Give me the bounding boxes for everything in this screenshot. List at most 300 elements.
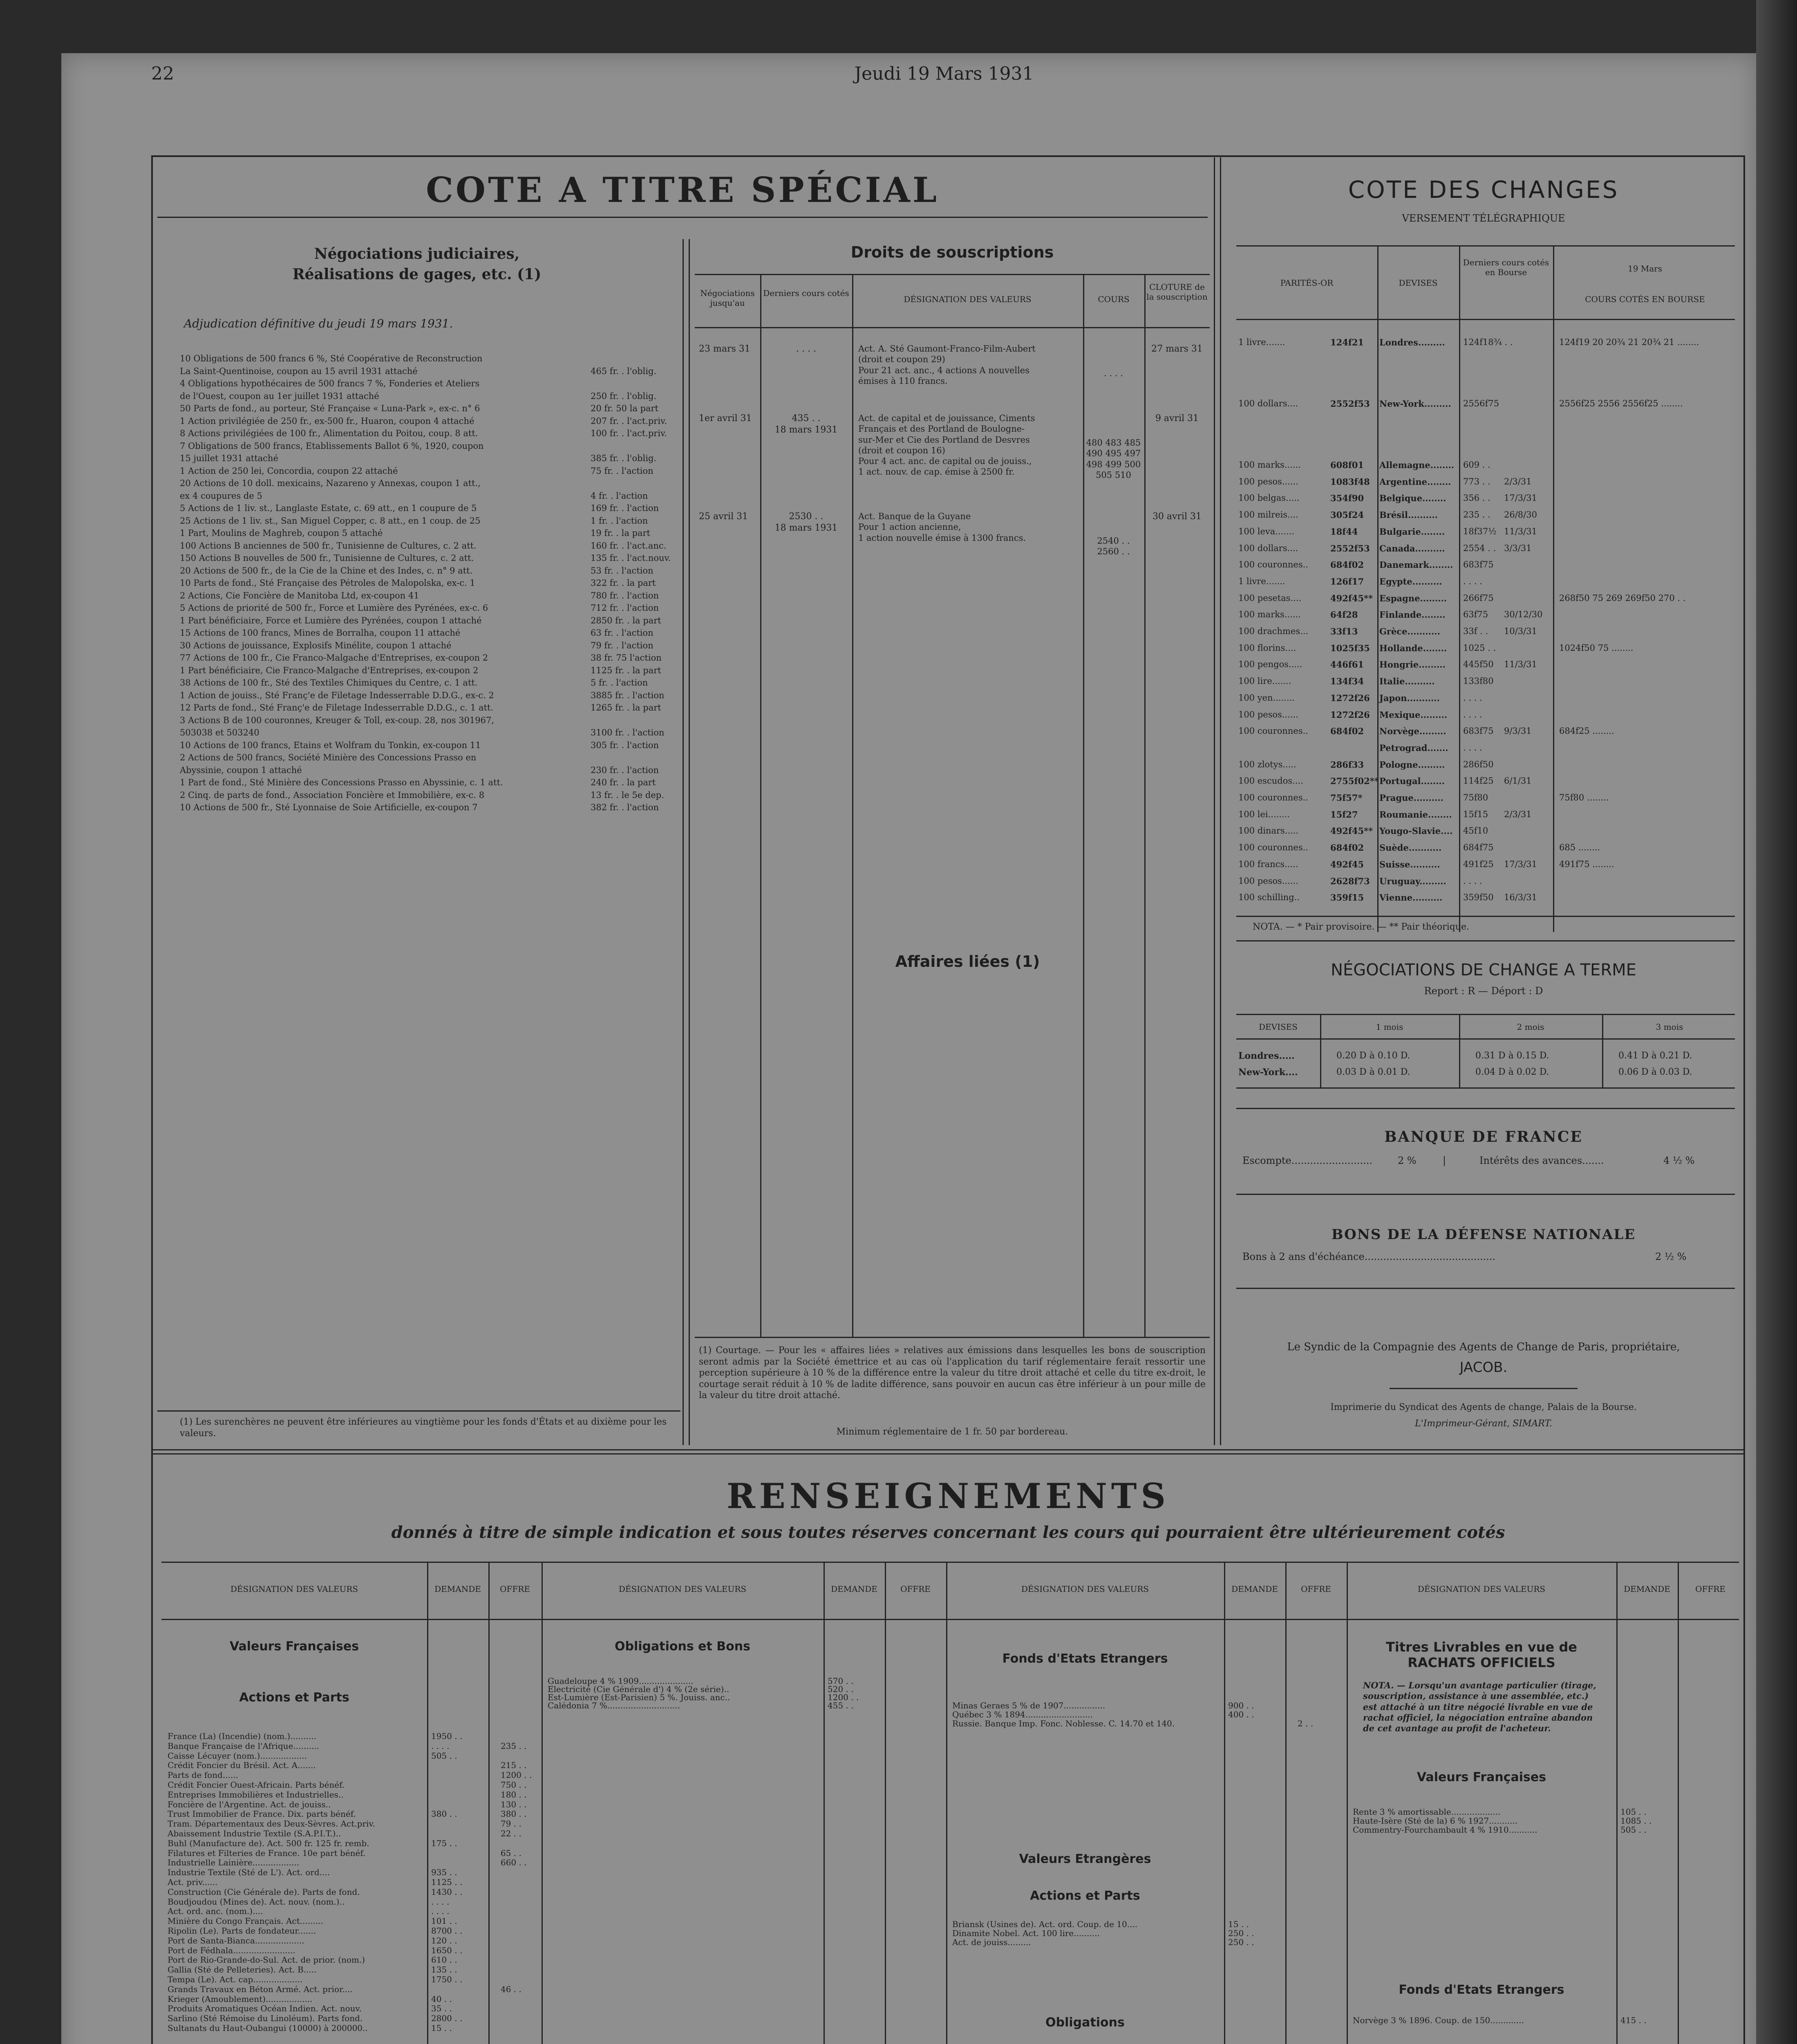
- rens-name: Entreprises Immobilières et Industrielles..: [168, 1789, 344, 1800]
- rens-name: Minas Geraes 5 % de 1907................: [952, 1701, 1106, 1710]
- droits-date: 23 mars 31: [699, 344, 750, 354]
- parite-value: 33f13: [1330, 626, 1358, 637]
- rens-demande: 120 . .: [431, 1935, 457, 1945]
- dernier-cours: 445f50: [1463, 659, 1494, 670]
- lot-description: 503038 et 503240: [180, 728, 260, 737]
- rens-name: Buhl (Manufacture de). Act. 500 fr. 125 fr. remb.: [168, 1838, 369, 1848]
- lot-description: 1 Part de fond., Sté Minière des Concessions Prasso en Abyssinie, c. 1 att.: [180, 778, 503, 787]
- parite-value: 134f34: [1330, 676, 1364, 687]
- avances-label: Intérêts des avances.......: [1479, 1155, 1604, 1166]
- terme-head-rule: [1236, 1038, 1735, 1040]
- dernier-date: 30/12/30: [1504, 610, 1543, 620]
- rens-demande: 505 . .: [1620, 1825, 1647, 1835]
- terme-2mois: 0.31 D à 0.15 D.: [1475, 1051, 1549, 1061]
- devise-name: Suisse..........: [1379, 859, 1440, 870]
- rens-name: Calédonia 7 %............................: [548, 1701, 680, 1710]
- changes-head-derniers: Derniers cours cotés en Bourse: [1463, 258, 1549, 277]
- page-number: 22: [151, 63, 174, 84]
- rens-demande: 15 . .: [431, 2023, 452, 2033]
- lot-price: 1125 fr. . la part: [591, 665, 661, 675]
- lot-price: 169 fr. . l'action: [591, 503, 659, 513]
- parite-unit: 100 dollars....: [1238, 399, 1298, 408]
- changes-col-3: [1553, 245, 1554, 932]
- rens-demande: 105 . .: [1620, 1807, 1647, 1817]
- lot-price: 63 fr. . l'action: [591, 628, 653, 638]
- rens-section-title: Fonds d'Etats Etrangers: [1399, 1983, 1564, 1997]
- rens-name: Trust Immobilier de France. Dix. parts bénéf.: [168, 1809, 356, 1819]
- terme-1mois: 0.03 D à 0.01 D.: [1336, 1067, 1410, 1077]
- changes-col-1: [1377, 245, 1379, 932]
- dernier-date: 3/3/31: [1504, 543, 1532, 553]
- parite-unit: 100 marks......: [1238, 460, 1301, 470]
- rens-demande: 1750 . .: [431, 1975, 463, 1984]
- rens-name: Abaissement Industrie Textile (S.A.P.I.T.)..: [168, 1829, 341, 1838]
- dernier-date: 26/8/30: [1504, 510, 1537, 520]
- rens-col-divider: [824, 1562, 825, 2044]
- rens-offre: 1200 . .: [501, 1770, 532, 1780]
- dernier-date: 6/1/31: [1504, 776, 1532, 786]
- gerant-line: L'Imprimeur-Gérant, SIMART.: [1415, 1419, 1552, 1429]
- rens-demande: 570 . .: [828, 1676, 854, 1686]
- rens-demande: 900 . .: [1228, 1701, 1254, 1710]
- lot-description: ex 4 coupures de 5: [180, 491, 262, 501]
- parite-value: 492f45**: [1330, 826, 1373, 836]
- rens-demande: 1950 . .: [431, 1731, 463, 1741]
- lot-price: 100 fr. . l'act.priv.: [591, 428, 667, 438]
- rens-name: Dinamite Nobel. Act. 100 lire..........: [952, 1928, 1100, 1938]
- cours-cotes: 75f80 ........: [1559, 793, 1609, 802]
- adjudication-line: Adjudication définitive du jeudi 19 mars 1931.: [184, 317, 453, 330]
- rens-name: Industrie Textile (Sté de L'). Act. ord....: [168, 1867, 330, 1878]
- dernier-date: 10/3/31: [1504, 626, 1537, 636]
- rens-col-divider: [1616, 1562, 1618, 2044]
- parite-value: 684f02: [1330, 843, 1364, 853]
- devise-name: Norvège.........: [1379, 726, 1446, 737]
- rens-demande: 101 . .: [431, 1916, 457, 1926]
- droits-last: 2530 . . 18 mars 1931: [774, 511, 838, 533]
- rens-name: Filatures et Filteries de France. 10e part bénéf.: [168, 1848, 366, 1858]
- parite-unit: 100 pesetas....: [1238, 593, 1302, 603]
- rens-col-divider: [1347, 1562, 1348, 2044]
- droits-cours: 480 483 485 490 495 497 498 499 500 505 510: [1086, 438, 1141, 480]
- parite-value: 126f17: [1330, 576, 1364, 587]
- divider-horizontal-2: [152, 1453, 1744, 1455]
- rens-name: Act. priv......: [168, 1877, 218, 1887]
- cours-cotes: 124f19 20 20¾ 21 20¾ 21 ........: [1559, 337, 1699, 347]
- rens-name: Act. de jouiss.........: [952, 1937, 1031, 1947]
- rens-head-offre: OFFRE: [1695, 1584, 1725, 1594]
- parite-value: 1083f48: [1330, 476, 1370, 487]
- dernier-cours: 684f75: [1463, 843, 1494, 853]
- rens-name: Sarlino (Sté Rémoise du Linoléum). Parts fond.: [168, 2013, 363, 2024]
- droits-col-2: [852, 274, 853, 1337]
- rens-name: Act. ord. anc. (nom.)....: [168, 1906, 263, 1916]
- cours-cotes: 685 ........: [1559, 843, 1600, 853]
- parite-value: 608f01: [1330, 460, 1364, 470]
- rens-name: Banque Française de l'Afrique..........: [168, 1741, 320, 1751]
- devise-name: Danemark........: [1379, 560, 1453, 570]
- devise-name: Roumanie........: [1379, 809, 1452, 820]
- rens-demande: 935 . .: [431, 1867, 457, 1878]
- dernier-date: 17/3/31: [1504, 493, 1537, 503]
- rens-col-divider: [488, 1562, 490, 2044]
- dernier-date: 2/3/31: [1504, 476, 1532, 486]
- dernier-cours: 266f75: [1463, 593, 1494, 603]
- lot-description: 10 Parts de fond., Sté Française des Pétroles de Malopolska, ex-c. 1: [180, 578, 475, 588]
- rens-section-title: Valeurs Etrangères: [1019, 1852, 1151, 1866]
- rens-col-divider: [885, 1562, 886, 2044]
- parite-unit: 100 zlotys.....: [1238, 759, 1296, 769]
- parite-unit: 100 couronnes..: [1238, 726, 1308, 736]
- lot-price: 322 fr. . la part: [591, 578, 656, 588]
- cote-changes-title: COTE DES CHANGES: [1348, 176, 1619, 204]
- affaires-liees-title: Affaires liées (1): [895, 953, 1040, 970]
- droits-date: 1er avril 31: [699, 413, 752, 424]
- dernier-date: 11/3/31: [1504, 659, 1537, 670]
- cours-cotes: 491f75 ........: [1559, 859, 1614, 869]
- dernier-cours: 1025 . .: [1463, 643, 1496, 653]
- droits-last: 435 . . 18 mars 1931: [774, 413, 838, 435]
- rens-name: Sultanats du Haut-Oubangui (10000) à 200000..: [168, 2023, 368, 2033]
- droits-head-last: Derniers cours cotés: [763, 288, 849, 298]
- rens-demande: 610 . .: [431, 1955, 457, 1965]
- droits-head-date: Négociations jusqu'au: [700, 288, 755, 308]
- rens-demande: 175 . .: [431, 1838, 457, 1848]
- droits-designation-line: Pour 1 action ancienne,: [858, 522, 961, 532]
- lot-price: 250 fr. . l'oblig.: [591, 391, 657, 401]
- rens-demande: 250 . .: [1228, 1928, 1254, 1938]
- rens-col-divider: [1224, 1562, 1225, 2044]
- divider-right-2: [1220, 157, 1221, 1445]
- change-terme-title: NÉGOCIATIONS DE CHANGE A TERME: [1331, 961, 1636, 979]
- dernier-cours: 773 . .: [1463, 476, 1490, 486]
- rens-name: Port de Fédhala........................: [168, 1945, 295, 1955]
- lot-description: 20 Actions de 10 doll. mexicains, Nazareno y Annexas, coupon 1 att.,: [180, 478, 481, 488]
- lot-description: 2 Actions, Cie Foncière de Manitoba Ltd, ex-coupon 41: [180, 590, 419, 601]
- rens-offre: 380 . .: [501, 1809, 527, 1819]
- lot-price: 75 fr. . l'action: [591, 466, 653, 476]
- dernier-cours: . . . .: [1463, 576, 1482, 586]
- dernier-cours: 2556f75: [1463, 399, 1499, 408]
- rens-name: Crédit Foncier du Brésil. Act. A.......: [168, 1760, 316, 1771]
- title-underline: [157, 217, 1208, 218]
- lot-description: 5 Actions de priorité de 500 fr., Force et Lumière des Pyrénées, ex-c. 6: [180, 603, 488, 613]
- droits-designation-line: Act. A. Sté Gaumont-Franco-Film-Aubert: [858, 344, 1036, 354]
- rens-name: Gallia (Sté de Pelleteries). Act. B.....: [168, 1965, 317, 1975]
- terme-col-1: [1320, 1014, 1321, 1087]
- devise-name: Belgique........: [1379, 493, 1446, 504]
- devise-name: Hongrie.........: [1379, 659, 1446, 670]
- rens-name: Industrielle Lainière..................: [168, 1858, 300, 1868]
- bons-defense-title: BONS DE LA DÉFENSE NATIONALE: [1331, 1226, 1636, 1243]
- lot-price: 53 fr. . l'action: [591, 565, 653, 576]
- lot-price: 382 fr. . l'action: [591, 802, 659, 812]
- dernier-cours: 33f . .: [1463, 626, 1488, 636]
- parite-unit: 100 couronnes..: [1238, 843, 1308, 853]
- lot-price: 1265 fr. . la part: [591, 703, 661, 713]
- parite-unit: 100 drachmes...: [1238, 626, 1309, 636]
- parite-value: 492f45**: [1330, 593, 1373, 603]
- droits-cours: 2540 . . 2560 . .: [1097, 536, 1130, 557]
- parite-unit: 100 dollars....: [1238, 543, 1298, 553]
- rens-demande: 1085 . .: [1620, 1816, 1652, 1826]
- rens-name: France (La) (Incendie) (nom.)..........: [168, 1731, 316, 1741]
- lot-description: 10 Actions de 500 fr., Sté Lyonnaise de Soie Artificielle, ex-coupon 7: [180, 802, 478, 812]
- rens-offre: 46 . .: [501, 1984, 521, 1994]
- parite-value: 2552f53: [1330, 543, 1370, 554]
- renseignements-title: RENSEIGNEMENTS: [726, 1476, 1170, 1516]
- dernier-cours: 2554 . .: [1463, 543, 1496, 553]
- rens-demande: 505 . .: [431, 1750, 457, 1761]
- devise-name: Japon...........: [1379, 693, 1440, 703]
- rens-demande: 1650 . .: [431, 1945, 463, 1955]
- rens-head-designation: DÉSIGNATION DES VALEURS: [230, 1584, 358, 1594]
- rens-section-title: Actions et Parts: [1030, 1889, 1140, 1903]
- rens-demande: 400 . .: [1228, 1710, 1254, 1719]
- rens-name: Est-Lumière (Est-Parisien) 5 %. Jouiss. anc..: [548, 1692, 730, 1702]
- droits-designation-line: Pour 4 act. anc. de capital ou de jouiss.,: [858, 456, 1032, 466]
- devise-name: Hollande........: [1379, 643, 1447, 653]
- dernier-cours: 15f15: [1463, 809, 1488, 819]
- rens-head-offre: OFFRE: [1301, 1584, 1331, 1594]
- rens-section-title: Titres Livrables en vue de RACHATS OFFICIELS: [1386, 1639, 1577, 1671]
- parite-value: 492f45: [1330, 859, 1364, 870]
- rens-head-demande: DEMANDE: [1231, 1584, 1278, 1594]
- lot-price: 712 fr. . l'action: [591, 603, 659, 613]
- devise-name: Brésil..........: [1379, 510, 1438, 520]
- negociations-heading: Négociations judiciaires,: [314, 245, 520, 262]
- lot-description: 20 Actions de 500 fr., de la Cie de la Chine et des Indes, c. n° 9 att.: [180, 565, 473, 576]
- parite-unit: 100 florins....: [1238, 643, 1296, 653]
- rens-demande: 520 . .: [828, 1684, 854, 1694]
- syndic-rule: [1390, 1388, 1578, 1389]
- divider-left: [683, 239, 684, 1445]
- rens-head-designation: DÉSIGNATION DES VALEURS: [1417, 1584, 1546, 1594]
- devise-name: Egypte..........: [1379, 576, 1442, 587]
- lot-price: 240 fr. . la part: [591, 778, 656, 787]
- lot-price: 385 fr. . l'oblig.: [591, 453, 657, 463]
- rens-name: Norvège 3 % 1896. Coup. de 150.............: [1353, 2015, 1524, 2025]
- droits-designation: [858, 413, 1081, 477]
- rens-name: Commentry-Fourchambault 4 % 1910...........: [1353, 1825, 1537, 1835]
- droits-col-1: [760, 274, 761, 1337]
- droits-designation-line: Pour 21 act. anc., 4 actions A nouvelles: [858, 365, 1030, 375]
- droits-designation-line: sur-Mer et Cie des Portland de Desvres: [858, 435, 1030, 445]
- lot-description: 77 Actions de 100 fr., Cie Franco-Malgache d'Entreprises, ex-coupon 2: [180, 653, 488, 663]
- lot-description: 10 Obligations de 500 francs 6 %, Sté Coopérative de Reconstruction: [180, 354, 483, 363]
- rens-offre: 130 . .: [501, 1799, 527, 1809]
- dernier-cours: 609 . .: [1463, 460, 1490, 470]
- droits-date: 25 avril 31: [699, 511, 748, 522]
- terme-devise: Londres.....: [1238, 1051, 1295, 1061]
- dernier-cours: 63f75: [1463, 610, 1488, 620]
- parite-unit: 100 belgas.....: [1238, 493, 1300, 503]
- rens-name: Port de Santa-Bianca...................: [168, 1935, 304, 1945]
- rens-head-offre: OFFRE: [500, 1584, 530, 1594]
- rens-col-divider: [946, 1562, 947, 2044]
- lot-description: 3 Actions B de 100 couronnes, Kreuger & Toll, ex-coup. 28, nos 301967,: [180, 715, 495, 725]
- cote-titre-special-title: COTE A TITRE SPÉCIAL: [426, 170, 939, 210]
- rens-name: Guadeloupe 4 % 1909.....................: [548, 1676, 694, 1686]
- terme-2mois: 0.04 D à 0.02 D.: [1475, 1067, 1549, 1077]
- rens-section-title: Obligations: [1045, 2015, 1125, 2030]
- lot-description: 1 Action privilégiée de 250 fr., ex-500 fr., Huaron, coupon 4 attaché: [180, 416, 474, 426]
- parite-value: 684f02: [1330, 560, 1364, 570]
- rens-name: Electricité (Cie Générale d') 4 % (2e série)..: [548, 1684, 730, 1694]
- changes-head-parites: PARITÉS-OR: [1280, 278, 1334, 288]
- changes-head-rule: [1236, 319, 1735, 320]
- dernier-cours: . . . .: [1463, 693, 1482, 703]
- dernier-cours: 75f80: [1463, 793, 1488, 802]
- dernier-date: 17/3/31: [1504, 859, 1537, 869]
- changes-col-2: [1459, 245, 1460, 932]
- lot-description: 25 Actions de 1 liv. st., San Miguel Copper, c. 8 att., en 1 coup. de 25: [180, 515, 481, 526]
- rens-col-divider: [427, 1562, 428, 2044]
- lot-description: 38 Actions de 100 fr., Sté des Textiles Chimiques du Centre, c. 1 att.: [180, 678, 478, 688]
- rens-demande: 8700 . .: [431, 1926, 463, 1936]
- syndic-line: Le Syndic de la Compagnie des Agents de Change de Paris, propriétaire,: [1287, 1341, 1680, 1353]
- parite-unit: 100 lire.......: [1238, 676, 1291, 686]
- lot-description: La Saint-Quentinoise, coupon au 15 avril 1931 attaché: [180, 366, 418, 376]
- rens-demande: . . . .: [431, 1906, 450, 1916]
- rens-offre: 65 . .: [501, 1848, 521, 1858]
- devise-name: Pologne.........: [1379, 759, 1445, 770]
- rens-demande: 15 . .: [1228, 1919, 1249, 1929]
- lot-price: 19 fr. . la part: [591, 528, 650, 538]
- devise-name: Argentine........: [1379, 476, 1451, 487]
- parite-unit: 100 lei........: [1238, 809, 1290, 819]
- rens-offre: 180 . .: [501, 1789, 527, 1800]
- rens-name: Boudjoudou (Mines de). Act. nouv. (nom.)..: [168, 1896, 345, 1907]
- rens-offre: 2 . .: [1298, 1719, 1314, 1728]
- rens-section-title: Valeurs Françaises: [1417, 1770, 1546, 1784]
- droits-head-cloture: CLOTURE de la souscription: [1146, 282, 1208, 302]
- parite-unit: 100 escudos....: [1238, 776, 1303, 786]
- droits-designation: [858, 511, 1081, 543]
- droits-designation-line: 1 act. nouv. de cap. émise à 2500 fr.: [858, 467, 1015, 477]
- banque-france-title: BANQUE DE FRANCE: [1384, 1128, 1583, 1145]
- parite-value: 354f90: [1330, 493, 1364, 504]
- rens-section-title: Fonds d'Etats Etrangers: [1002, 1652, 1168, 1666]
- terme-devise: New-York....: [1238, 1067, 1298, 1078]
- changes-head-date: 19 Mars: [1627, 264, 1663, 273]
- parite-value: 1272f26: [1330, 693, 1370, 703]
- rens-name: Port de Rio-Grande-do-Sul. Act. de prior. (nom.): [168, 1955, 365, 1965]
- lot-description: 1 Action de jouiss., Sté Franç'e de Filetage Indesserrable D.D.G., ex-c. 2: [180, 690, 494, 700]
- parite-value: 75f57*: [1330, 793, 1363, 803]
- dernier-cours: 18f37½: [1463, 526, 1497, 536]
- rens-head-demande: DEMANDE: [831, 1584, 877, 1594]
- rens-demande: 1430 . .: [431, 1887, 463, 1897]
- lot-price: 13 fr. . le 5e dep.: [591, 790, 664, 800]
- terme-sep-rule: [1236, 1108, 1735, 1109]
- rens-name: Briansk (Usines de). Act. ord. Coup. de 10....: [952, 1919, 1138, 1929]
- devise-name: Prague..........: [1379, 793, 1443, 803]
- lot-description: 15 juillet 1931 attaché: [180, 453, 278, 463]
- divider-horizontal: [152, 1449, 1744, 1450]
- lot-description: Abyssinie, coupon 1 attaché: [180, 765, 302, 775]
- terme-bottom-rule: [1236, 1087, 1735, 1089]
- parite-unit: 100 pesos......: [1238, 476, 1298, 486]
- lot-price: 5 fr. . l'action: [591, 678, 648, 688]
- rens-head-rule: [161, 1619, 1739, 1620]
- lot-description: 100 Actions B anciennes de 500 fr., Tunisienne de Cultures, c. 2 att.: [180, 540, 477, 551]
- rens-name: Russie. Banque Imp. Fonc. Noblesse. C. 14.70 et 140.: [952, 1719, 1175, 1728]
- lot-description: 2 Cinq. de parts de fond., Association Foncière et Immobilière, ex-c. 8: [180, 790, 485, 800]
- rens-offre: 22 . .: [501, 1829, 521, 1838]
- devise-name: Allemagne........: [1379, 460, 1455, 470]
- dernier-cours: . . . .: [1463, 709, 1482, 719]
- syndic-name: JACOB.: [1459, 1359, 1508, 1376]
- lot-price: 4 fr. . l'action: [591, 491, 648, 501]
- terme-head-3mois: 3 mois: [1656, 1022, 1683, 1032]
- rens-offre: 750 . .: [501, 1780, 527, 1790]
- rens-head-designation: DÉSIGNATION DES VALEURS: [618, 1584, 747, 1594]
- parite-value: 1272f26: [1330, 709, 1370, 720]
- rens-col-divider: [1678, 1562, 1679, 2044]
- cours-cotes: 1024f50 75 ........: [1559, 643, 1634, 653]
- rens-section-title: Obligations et Bons: [615, 1639, 750, 1654]
- parite-value: 18f44: [1330, 526, 1358, 537]
- droits-designation-line: Act. de capital et de jouissance, Ciments: [858, 413, 1035, 423]
- lot-description: 4 Obligations hypothécaires de 500 francs 7 %, Fonderies et Ateliers: [180, 379, 480, 388]
- rens-offre: 215 . .: [501, 1760, 527, 1771]
- droits-designation-line: émises à 110 francs.: [858, 376, 948, 386]
- terme-head-devises: DEVISES: [1259, 1022, 1298, 1032]
- droits-col-3: [1083, 274, 1084, 1337]
- rens-name: Rente 3 % amortissable...................: [1353, 1807, 1501, 1817]
- rens-demande: 135 . .: [431, 1965, 457, 1975]
- rens-nota: NOTA. — Lorsqu'un avantage particulier (tirage, souscription, assistance à une assemblée, etc.) est attaché à un titre négocié livrable en vue de rachat officiel, la négociation entraîne abandon de cet avantage au profit de l'acheteur.: [1363, 1680, 1596, 1733]
- rens-col-divider: [542, 1562, 543, 2044]
- lot-price: 465 fr. . l'oblig.: [591, 366, 657, 376]
- lot-price: 79 fr. . l'action: [591, 640, 653, 650]
- rens-offre: 79 . .: [501, 1819, 521, 1829]
- divider-right: [1214, 157, 1215, 1445]
- dernier-cours: 114f25: [1463, 776, 1494, 786]
- droits-cloture: 9 avril 31: [1155, 413, 1199, 424]
- rens-section-title: Actions et Parts: [239, 1690, 349, 1705]
- terme-top-rule: [1236, 1014, 1735, 1015]
- rens-name: Krieger (Amoublement)..................: [168, 1994, 313, 2004]
- rens-offre: 235 . .: [501, 1741, 527, 1751]
- rens-name: Ripolin (Le). Parts de fondateur.......: [168, 1926, 316, 1936]
- parite-unit: 100 dinars.....: [1238, 826, 1299, 836]
- parite-value: 359f15: [1330, 892, 1364, 903]
- devise-name: Uruguay.........: [1379, 876, 1446, 886]
- dernier-cours: 359f50: [1463, 892, 1494, 903]
- lot-price: 135 fr. . l'act.nouv.: [591, 553, 671, 563]
- droits-designation-line: (droit et coupon 29): [858, 354, 945, 365]
- rens-name: Haute-Isère (Sté de la) 6 % 1927...........: [1353, 1816, 1518, 1826]
- parite-unit: 100 couronnes..: [1238, 793, 1308, 802]
- rens-name: Grands Travaux en Béton Armé. Act. prior....: [168, 1984, 353, 1994]
- bons-value: 2 ½ %: [1655, 1251, 1687, 1262]
- lot-description: 8 Actions privilégiées de 100 fr., Alimentation du Poitou, coup. 8 att.: [180, 428, 478, 438]
- rens-name: Tram. Départementaux des Deux-Sèvres. Act.priv.: [168, 1819, 375, 1829]
- page-curl-shadow: [1756, 0, 1797, 2044]
- cours-cotes: 268f50 75 269 269f50 270 . .: [1559, 593, 1686, 603]
- left-footnote: (1) Les surenchères ne peuvent être inférieures au vingtième pour les fonds d'États et au dixième pour les valeurs.: [180, 1417, 667, 1439]
- changes-head-devises: DEVISES: [1399, 278, 1438, 288]
- lot-description: 150 Actions B nouvelles de 500 fr., Tunisienne de Cultures, c. 2 att.: [180, 553, 474, 563]
- parite-unit: 1 livre.......: [1238, 576, 1285, 586]
- changes-bottom-rule: [1236, 916, 1735, 917]
- lot-price: 160 fr. . l'act.anc.: [591, 540, 667, 551]
- dernier-date: 9/3/31: [1504, 726, 1532, 736]
- lot-price: 3100 fr. . l'action: [591, 728, 665, 737]
- rens-head-demande: DEMANDE: [1624, 1584, 1670, 1594]
